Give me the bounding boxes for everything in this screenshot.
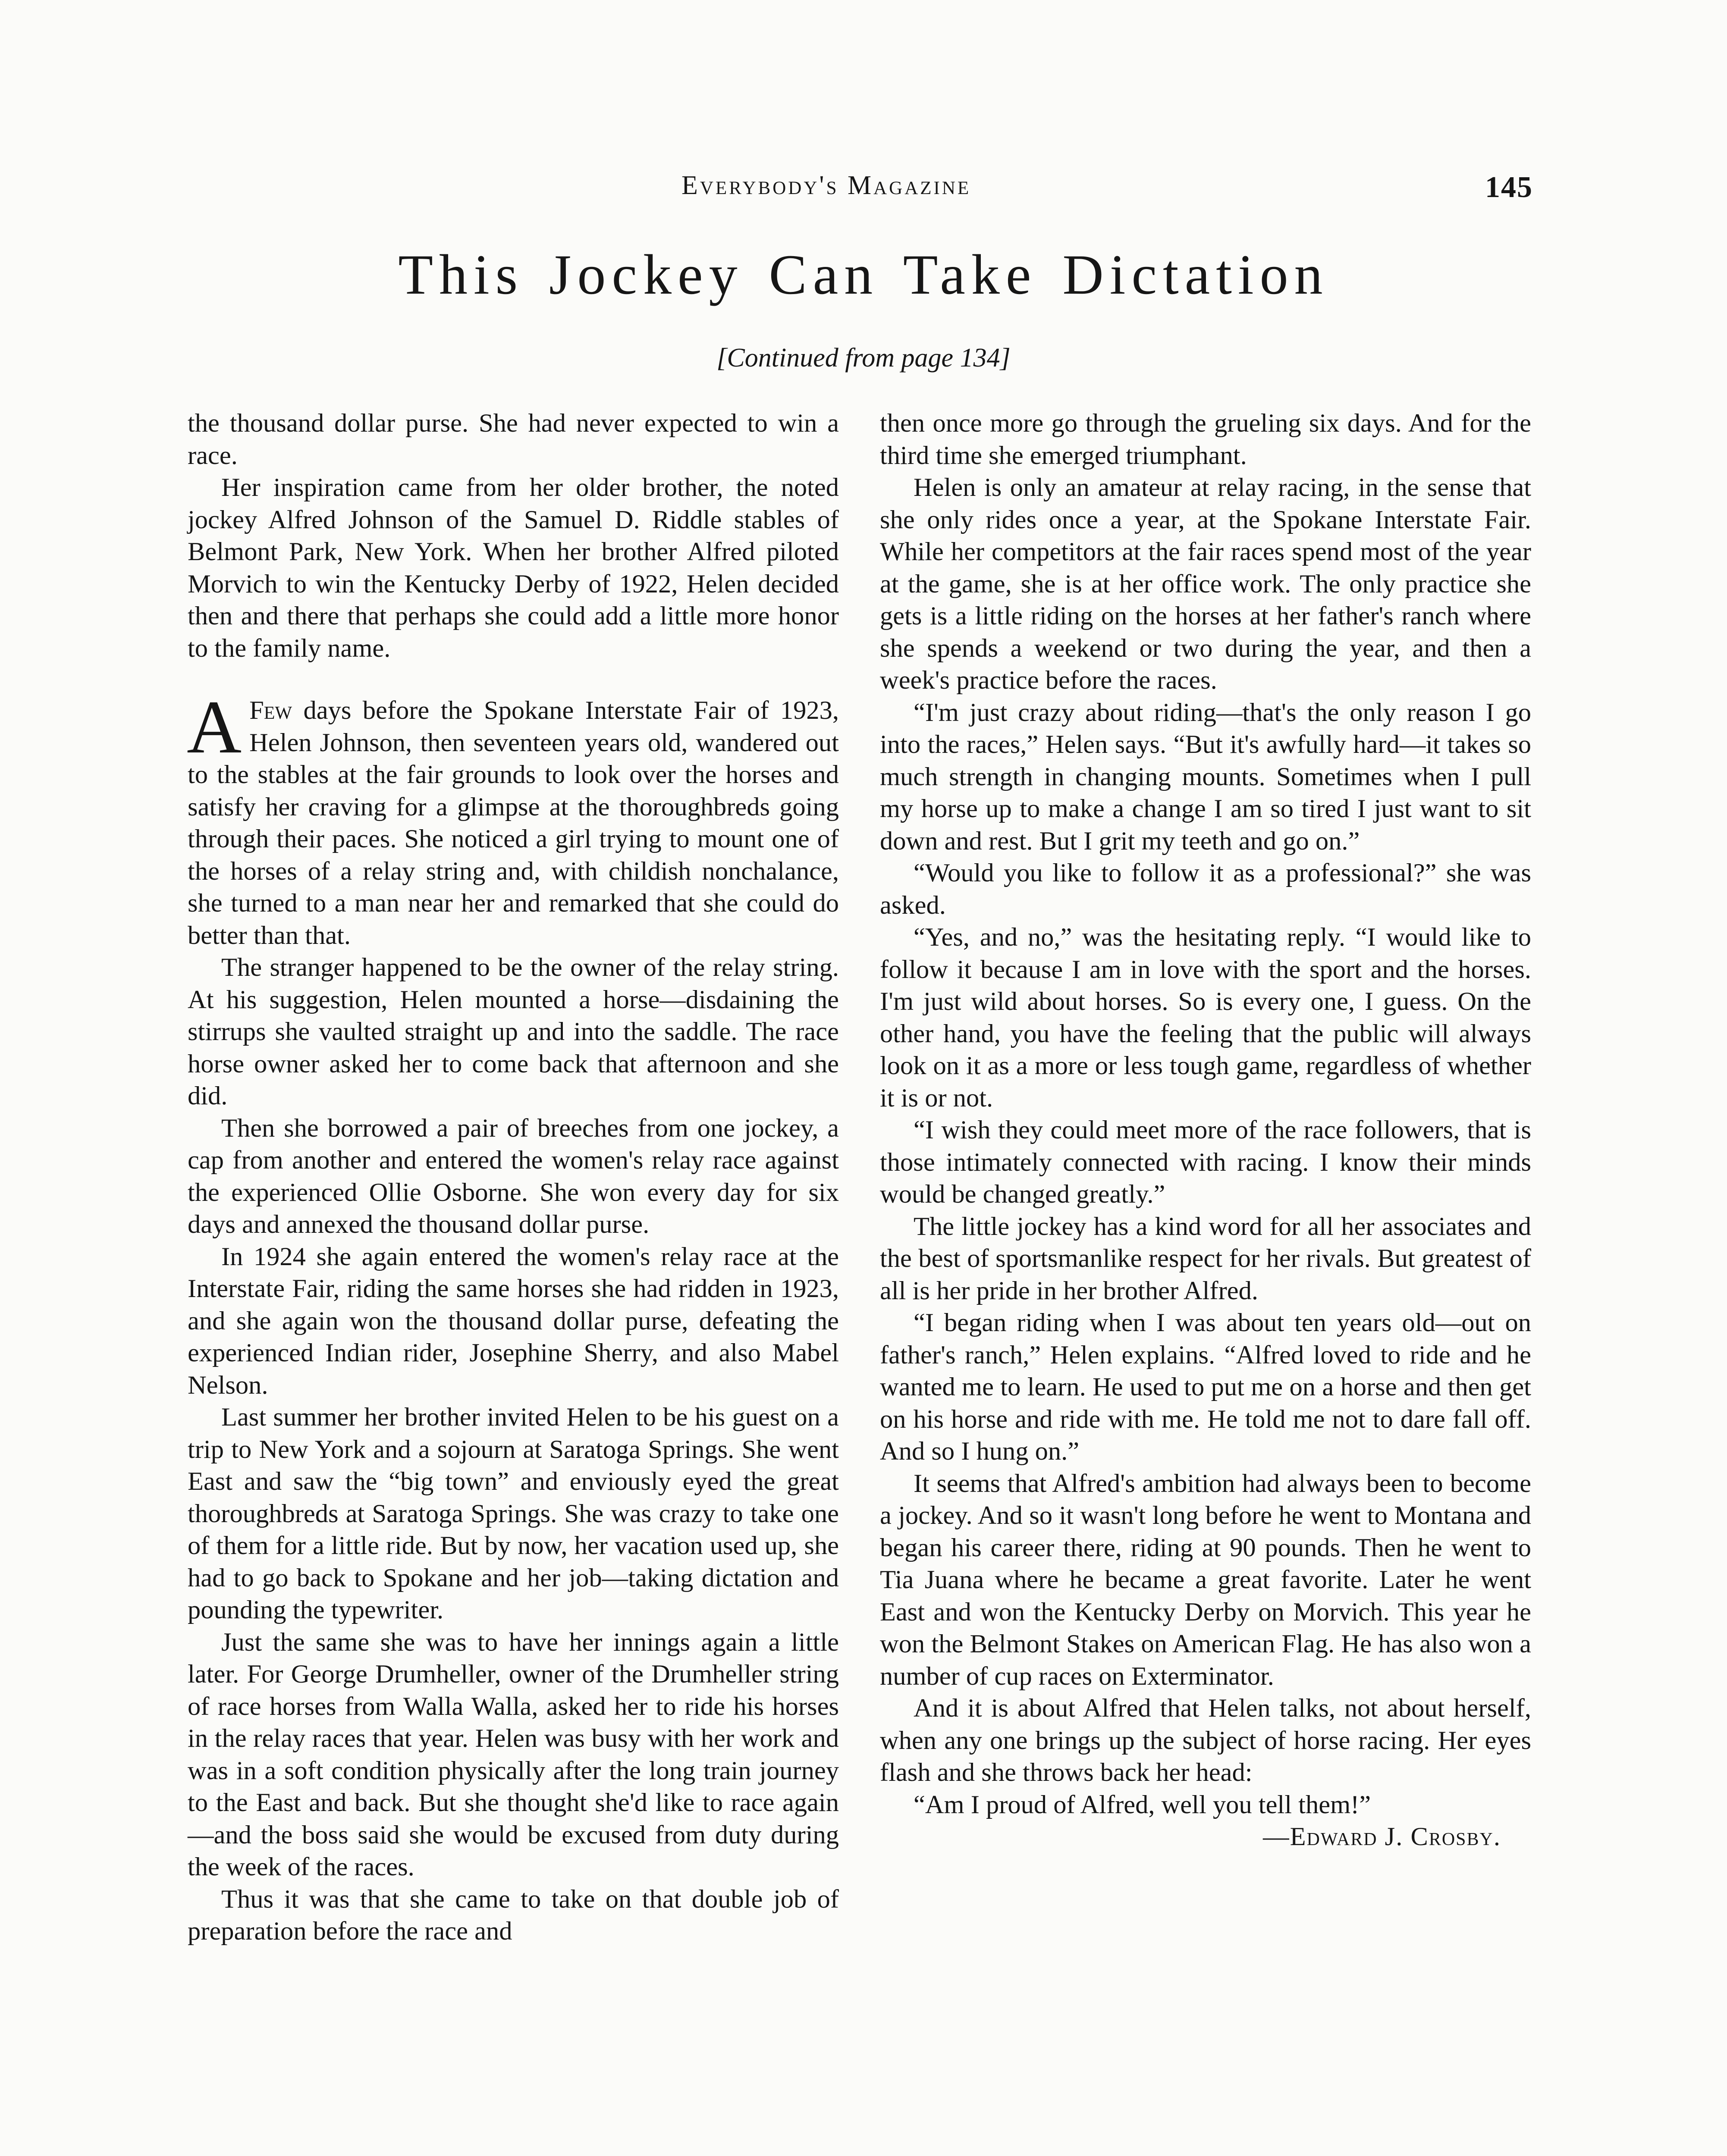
paragraph: “I began riding when I was about ten years old—out on father's ranch,” Helen explains. “Alfred loved to ride and he wanted me to learn. He used to put me on a horse and then get on his horse and ride with me. He told me not to dare fall off. And so I hung on.”	[880, 1308, 1531, 1466]
paragraph: “I'm just crazy about riding—that's the only reason I go into the races,” Helen says. “But it's awfully hard—it takes so much strength in changing mounts. Sometimes when I pull my horse up to make a change I am so tired I just want to sit down and rest. But I grit my teeth and go on.”	[880, 698, 1531, 856]
paragraph: Thus it was that she came to take on that double job of preparation before the race and	[188, 1884, 839, 1946]
paragraph: Her inspiration came from her older brother, the noted jockey Alfred Johnson of the Samuel D. Riddle stables of Belmont Park, New York. When her brother Alfred piloted Morvich to win the Kentucky Derby of 1922, Helen decided then and there that perhaps she could add a little more honor to the family name.	[188, 473, 839, 663]
paragraph: The stranger happened to be the owner of the relay string. At his suggestion, Helen mounted a horse—disdaining the stirrups she vaulted straight up and into the saddle. The race horse owner asked her to come back that afternoon and she did.	[188, 953, 839, 1110]
paragraph: It seems that Alfred's ambition had always been to become a jockey. And so it wasn't long before he went to Montana and began his career there, riding at 90 pounds. Then he went to Tia Juana where he became a great favorite. Later he went East and won the Kentucky Derby on Morvich. This year he won the Belmont Stakes on American Flag. He has also won a number of cup races on Exterminator.	[880, 1469, 1531, 1691]
continued-note: [Continued from page 134]	[716, 343, 1011, 373]
paragraph: then once more go through the grueling six days. And for the third time she emerged triumphant.	[880, 409, 1531, 470]
paragraph-text: days before the Spokane Interstate Fair of 1923, Helen Johnson, then seventeen years old, wandered out to the stables at the fair grounds to look over the horses and satisfy her craving for a glimpse at the thoroughbreds going through their paces. She noticed a girl trying to mount one of the horses of a relay string and, with childish nonchalance, she turned to a man near her and remarked that she could do better than that.	[188, 696, 839, 950]
right-column	[880, 407, 1531, 1853]
paragraph: Just the same she was to have her innings again a little later. For George Drumheller, owner of the Drumheller string of race horses from Walla Walla, asked her to ride his horses in the relay races that year. Helen was busy with her work and was in a soft condition physically after the long train journey to the East and back. But she thought she'd like to race again —and the boss said she would be excused from duty during the week of the races.	[188, 1627, 839, 1881]
paragraph: The little jockey has a kind word for all her associates and the best of sportsmanlike respect for her rivals. But greatest of all is her pride in her brother Alfred.	[880, 1212, 1531, 1305]
left-column	[188, 407, 839, 1948]
page-number: 145	[1485, 171, 1533, 204]
author-byline: —Edward J. Crosby.	[1263, 1822, 1501, 1851]
paragraph: In 1924 she again entered the women's relay race at the Interstate Fair, riding the same horses she had ridden in 1923, and she again won the thousand dollar purse, defeating the experienced Indian rider, Josephine Sherry, and also Mabel Nelson.	[188, 1242, 839, 1400]
paragraph: Last summer her brother invited Helen to be his guest on a trip to New York and a sojourn at Saratoga Springs. She went East and saw the “big town” and enviously eyed the great thoroughbreds at Saratoga Springs. She was crazy to take one of them for a little ride. But by now, her vacation used up, she had to go back to Spokane and her job—taking dictation and pounding the typewriter.	[188, 1403, 839, 1624]
drop-cap: A	[187, 685, 242, 769]
paragraph: “Would you like to follow it as a professional?” she was asked.	[880, 859, 1531, 920]
opening-word: Few	[249, 696, 292, 725]
paragraph: the thousand dollar purse. She had never expected to win a race.	[188, 409, 839, 470]
paragraph: “Am I proud of Alfred, well you tell them!”	[914, 1790, 1371, 1819]
paragraph: And it is about Alfred that Helen talks, not about herself, when any one brings up the subject of horse racing. Her eyes flash and she throws back her head:	[880, 1694, 1531, 1787]
paragraph: “I wish they could meet more of the race followers, that is those intimately connected with racing. I know their minds would be changed greatly.”	[880, 1116, 1531, 1209]
paragraph: “Yes, and no,” was the hesitating reply. “I would like to follow it because I am in love with the sport and the horses. I'm just wild about horses. So is every one, I guess. On the other hand, you have the feeling that the public will always look on it as a more or less tough game, regardless of whether it is or not.	[880, 923, 1531, 1112]
paragraph: Then she borrowed a pair of breeches from one jockey, a cap from another and entered the women's relay race against the experienced Ollie Osborne. She won every day for six days and annexed the thousand dollar purse.	[188, 1113, 839, 1239]
paragraph: Helen is only an amateur at relay racing, in the sense that she only rides once a year, at the Spokane Interstate Fair. While her competitors at the fair races spend most of the year at the game, she is at her office work. The only practice she gets is a little riding on the horses at her father's ranch where she spends a weekend or two during the year, and then a week's practice before the races.	[880, 473, 1531, 695]
section-opening-paragraph	[187, 685, 839, 952]
magazine-name: Everybody's Magazine	[681, 171, 971, 200]
article-title: This Jockey Can Take Dictation	[398, 243, 1329, 306]
